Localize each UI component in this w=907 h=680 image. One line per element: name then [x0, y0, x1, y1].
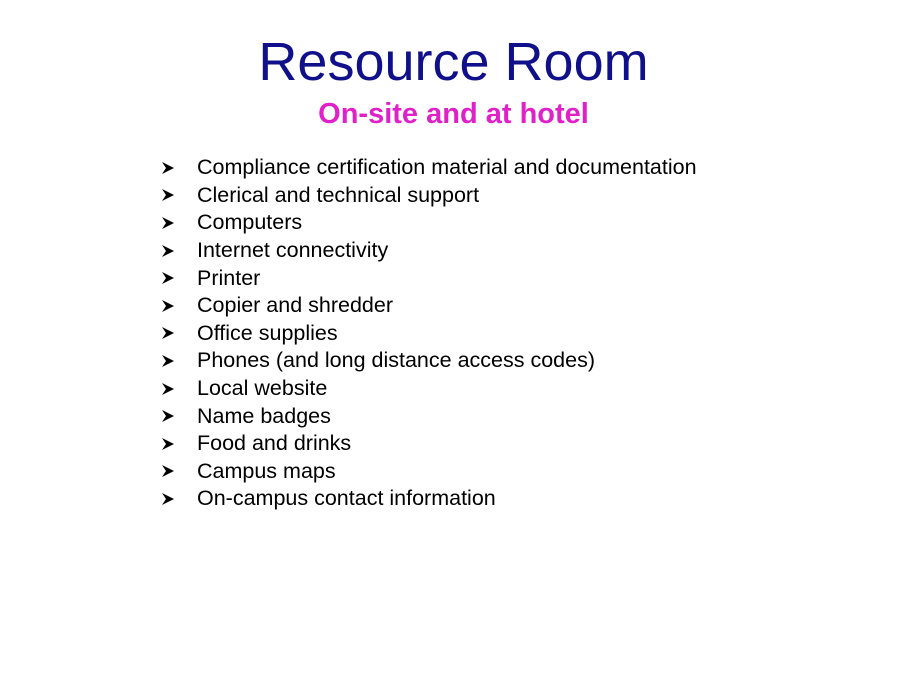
list-item-label: Compliance certification material and documentation — [197, 155, 697, 180]
list-item-label: Name badges — [197, 403, 331, 428]
list-item — [161, 458, 697, 486]
arrowhead-bullet-icon — [161, 354, 175, 368]
list-item-label: Internet connectivity — [197, 238, 389, 263]
list-item — [161, 430, 697, 458]
arrowhead-bullet-icon — [161, 299, 175, 313]
list-item — [161, 402, 697, 430]
list-item-label: Printer — [197, 265, 261, 290]
list-item — [161, 347, 697, 375]
list-item — [161, 182, 697, 210]
arrowhead-bullet-icon — [161, 161, 175, 175]
list-item — [161, 485, 697, 513]
list-item-label: Phones (and long distance access codes) — [197, 348, 595, 373]
slide-title: Resource Room — [258, 32, 649, 92]
list-item — [161, 154, 697, 182]
list-item-label: Local website — [197, 376, 328, 401]
arrowhead-bullet-icon — [161, 244, 175, 258]
list-item-label: Office supplies — [197, 320, 338, 345]
list-item — [161, 320, 697, 348]
resource-bullet-list — [161, 154, 697, 513]
list-item-label: Clerical and technical support — [197, 182, 480, 207]
arrowhead-bullet-icon — [161, 437, 175, 451]
arrowhead-bullet-icon — [161, 326, 175, 340]
arrowhead-bullet-icon — [161, 382, 175, 396]
list-item — [161, 209, 697, 237]
list-item — [161, 375, 697, 403]
arrowhead-bullet-icon — [161, 188, 175, 202]
list-item-label: On-campus contact information — [197, 486, 496, 511]
arrowhead-bullet-icon — [161, 271, 175, 285]
list-item-label: Computers — [197, 210, 303, 235]
list-item-label: Copier and shredder — [197, 293, 394, 318]
list-item — [161, 264, 697, 292]
slide-subtitle: On-site and at hotel — [318, 98, 589, 130]
list-item — [161, 237, 697, 265]
list-item-label: Food and drinks — [197, 431, 352, 456]
arrowhead-bullet-icon — [161, 492, 175, 506]
arrowhead-bullet-icon — [161, 216, 175, 230]
arrowhead-bullet-icon — [161, 409, 175, 423]
list-item — [161, 292, 697, 320]
arrowhead-bullet-icon — [161, 464, 175, 478]
list-item-label: Campus maps — [197, 458, 336, 483]
